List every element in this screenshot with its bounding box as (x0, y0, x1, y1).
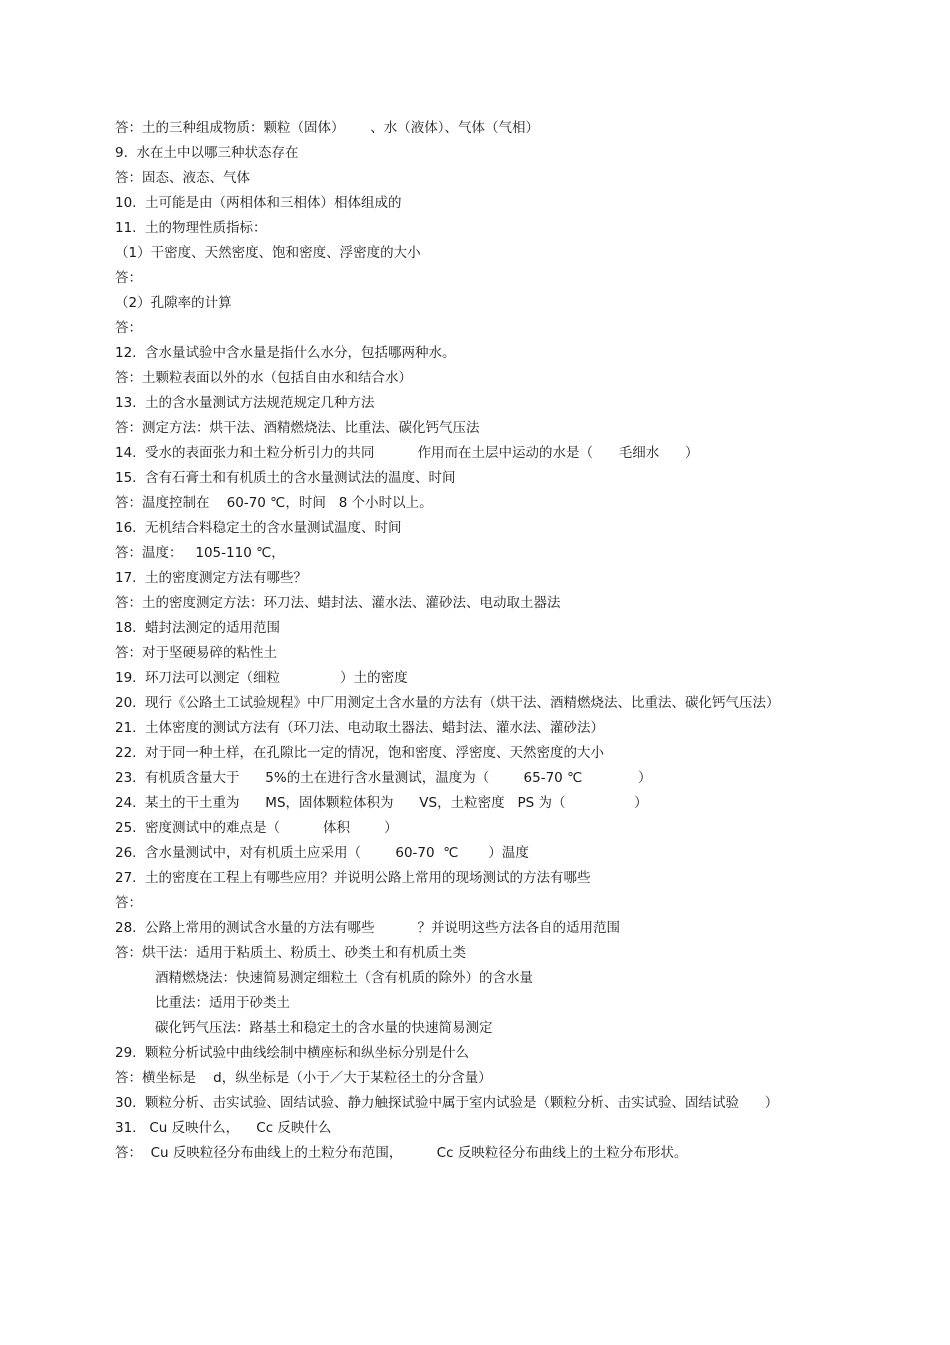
text-line: 17. 土的密度测定方法有哪些？ (115, 570, 308, 586)
text-line: 答：横坐标是 d，纵坐标是（小于／大于某粒径土的分含量） (115, 1070, 492, 1086)
text-line: 10. 土可能是由（两相体和三相体）相体组成的 (115, 195, 402, 211)
text-line: 28. 公路上常用的测试含水量的方法有哪些 ？并说明这些方法各自的适用范围 (115, 920, 620, 936)
text-line: 答：对于坚硬易碎的粘性土 (115, 645, 277, 661)
text-line: 比重法：适用于砂类土 (155, 995, 290, 1011)
text-line: 30. 颗粒分析、击实试验、固结试验、静力触探试验中属于室内试验是（颗粒分析、击实试验、固结试验 ） (115, 1095, 779, 1111)
text-line: 碳化钙气压法：路基土和稳定土的含水量的快速简易测定 (155, 1020, 493, 1036)
text-line: （1）干密度、天然密度、饱和密度、浮密度的大小 (115, 245, 421, 261)
text-line: 11. 土的物理性质指标： (115, 220, 267, 236)
text-line: 26. 含水量测试中，对有机质土应采用（ 60-70 ℃ ）温度 (115, 845, 529, 861)
text-line: 酒精燃烧法：快速简易测定细粒土（含有机质的除外）的含水量 (155, 970, 533, 986)
text-line: 29. 颗粒分析试验中曲线绘制中横座标和纵坐标分别是什么 (115, 1045, 470, 1061)
text-line: 20. 现行《公路土工试验规程》中厂用测定土含水量的方法有（烘干法、酒精燃烧法、比重法、碳化钙气压法） (115, 695, 780, 711)
text-line: 16. 无机结合料稳定土的含水量测试温度、时间 (115, 520, 402, 536)
text-line: 答：固态、液态、气体 (115, 170, 250, 186)
text-line: 答： Cu 反映粒径分布曲线上的土粒分布范围， Cc 反映粒径分布曲线上的土粒分布形状。 (115, 1145, 688, 1161)
text-line: 27. 土的密度在工程上有哪些应用？并说明公路上常用的现场测试的方法有哪些 (115, 870, 591, 886)
text-line: 9. 水在土中以哪三种状态存在 (115, 145, 299, 161)
text-line: 答： (115, 320, 142, 336)
text-line: 答：温度： 105-110 ℃， (115, 545, 285, 561)
text-line: 答：土颗粒表面以外的水（包括自由水和结合水） (115, 370, 412, 386)
text-line: 19. 环刀法可以测定（细粒 ）土的密度 (115, 670, 408, 686)
text-line: 25. 密度测试中的难点是（ 体积 ） (115, 820, 398, 836)
text-line: 12. 含水量试验中含水量是指什么水分，包括哪两种水。 (115, 345, 456, 361)
text-line: 18. 蜡封法测定的适用范围 (115, 620, 281, 636)
text-line: 答：烘干法：适用于粘质土、粉质土、砂类土和有机质土类 (115, 945, 466, 961)
text-line: 答： (115, 270, 142, 286)
text-line: 15. 含有石膏土和有机质土的含水量测试法的温度、时间 (115, 470, 456, 486)
text-line: （2）孔隙率的计算 (115, 295, 232, 311)
text-line: 23. 有机质含量大于 5%的土在进行含水量测试，温度为（ 65-70 ℃ ） (115, 770, 652, 786)
document-body (115, 116, 780, 1166)
text-line: 答： (115, 895, 142, 911)
text-line: 21. 土体密度的测试方法有（环刀法、电动取土器法、蜡封法、灌水法、灌砂法） (115, 720, 605, 736)
text-line: 答：土的密度测定方法：环刀法、蜡封法、灌水法、灌砂法、电动取土器法 (115, 595, 561, 611)
text-line: 14. 受水的表面张力和土粒分析引力的共同 作用而在土层中运动的水是（ 毛细水 ） (115, 445, 699, 461)
text-line: 答：测定方法：烘干法、酒精燃烧法、比重法、碳化钙气压法 (115, 420, 480, 436)
text-line: 答：温度控制在 60-70 ℃，时间 8 个小时以上。 (115, 495, 433, 511)
text-line: 答：土的三种组成物质：颗粒（固体） 、水（液体）、气体（气相） (115, 120, 539, 136)
text-line: 13. 土的含水量测试方法规范规定几种方法 (115, 395, 375, 411)
text-line: 31. Cu 反映什么， Cc 反映什么 (115, 1120, 332, 1136)
text-line: 24. 某土的干土重为 MS，固体颗粒体积为 VS，土粒密度 PS 为（ ） (115, 795, 648, 811)
text-line: 22. 对于同一种土样，在孔隙比一定的情况，饱和密度、浮密度、天然密度的大小 (115, 745, 605, 761)
